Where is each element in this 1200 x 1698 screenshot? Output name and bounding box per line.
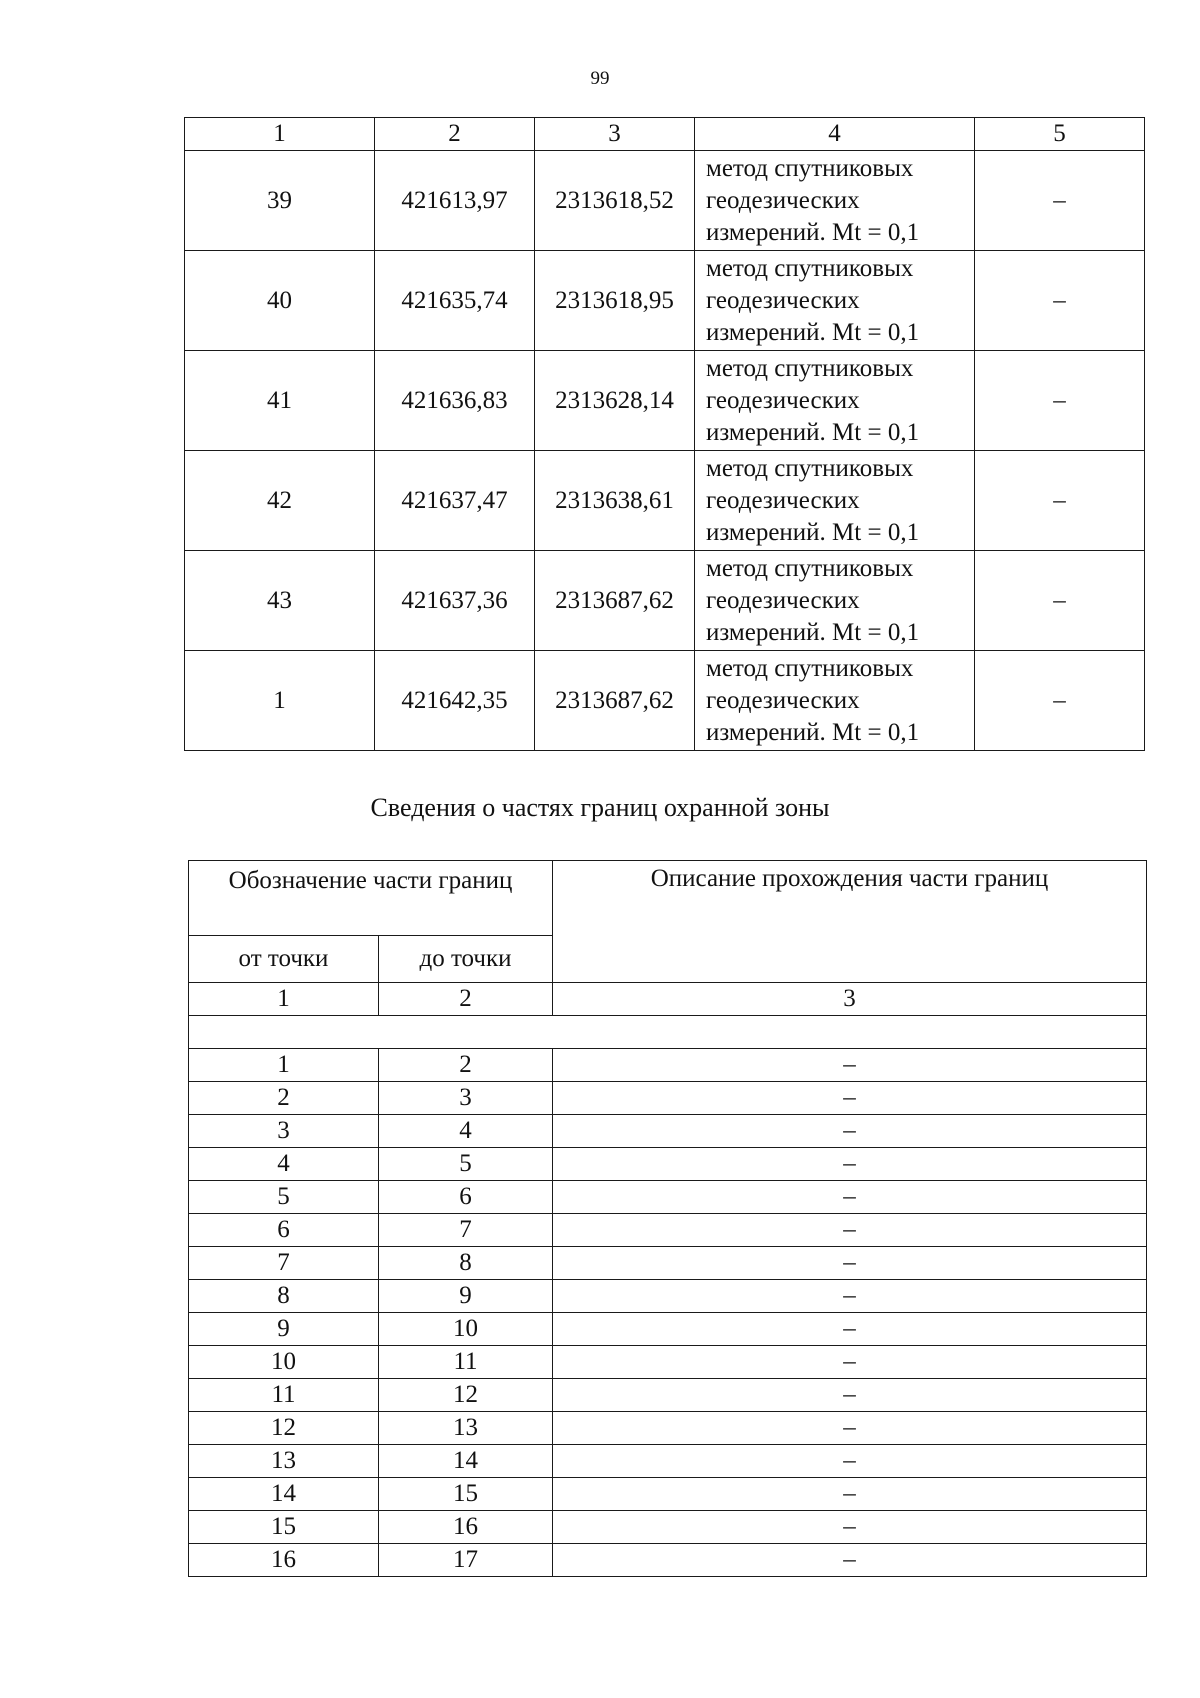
column-number: 3 [535, 118, 695, 151]
to-point-cell: 7 [379, 1214, 553, 1247]
point-number-cell: 41 [185, 351, 375, 451]
to-point-cell: 13 [379, 1412, 553, 1445]
to-point-cell: 14 [379, 1445, 553, 1478]
method-cell [695, 551, 975, 651]
to-point-cell: 2 [379, 1049, 553, 1082]
part-description-cell: – [553, 1544, 1147, 1577]
x-coordinate-cell: 421637,36 [375, 551, 535, 651]
method-line: измерений. Mt = 0,1 [706, 218, 920, 246]
description-cell: – [975, 551, 1145, 651]
table-row [189, 1379, 1147, 1412]
column-number: 5 [975, 118, 1145, 151]
table-row [189, 1247, 1147, 1280]
empty-row [189, 1016, 1147, 1049]
method-line: геодезических [706, 286, 860, 314]
part-description-cell: – [553, 1148, 1147, 1181]
from-point-cell: 2 [189, 1082, 379, 1115]
to-point-cell: 9 [379, 1280, 553, 1313]
table-row [189, 1181, 1147, 1214]
from-point-cell: 4 [189, 1148, 379, 1181]
to-point-cell: 3 [379, 1082, 553, 1115]
table-row [185, 151, 1145, 251]
description-cell: – [975, 651, 1145, 751]
from-point-cell: 9 [189, 1313, 379, 1346]
part-description-cell: – [553, 1445, 1147, 1478]
from-point-cell: 1 [189, 1049, 379, 1082]
y-coordinate-cell: 2313638,61 [535, 451, 695, 551]
table-row [189, 1544, 1147, 1577]
description-cell: – [975, 351, 1145, 451]
from-point-cell: 3 [189, 1115, 379, 1148]
x-coordinate-cell: 421637,47 [375, 451, 535, 551]
y-coordinate-cell: 2313618,95 [535, 251, 695, 351]
method-cell [695, 651, 975, 751]
part-description-cell: – [553, 1346, 1147, 1379]
part-description-cell: – [553, 1280, 1147, 1313]
page-number: 99 [590, 68, 610, 89]
from-point-cell: 11 [189, 1379, 379, 1412]
y-coordinate-cell: 2313628,14 [535, 351, 695, 451]
from-point-cell: 15 [189, 1511, 379, 1544]
from-point-cell: 16 [189, 1544, 379, 1577]
from-point-cell: 10 [189, 1346, 379, 1379]
method-line: геодезических [706, 586, 860, 614]
point-number-cell: 1 [185, 651, 375, 751]
column-number: 4 [695, 118, 975, 151]
x-coordinate-cell: 421636,83 [375, 351, 535, 451]
method-line: геодезических [706, 186, 860, 214]
designation-header: Обозначение части границ [189, 861, 553, 936]
from-point-header: от точки [189, 936, 379, 983]
header-row [189, 861, 1147, 936]
point-number-cell: 43 [185, 551, 375, 651]
table-row [189, 1313, 1147, 1346]
point-number-cell: 40 [185, 251, 375, 351]
part-description-cell: – [553, 1247, 1147, 1280]
from-point-cell: 8 [189, 1280, 379, 1313]
method-line: метод спутниковых [706, 254, 914, 282]
table-row [189, 1478, 1147, 1511]
from-point-cell: 5 [189, 1181, 379, 1214]
coordinates-table [184, 117, 1145, 751]
method-cell [695, 251, 975, 351]
description-header: Описание прохождения части границ [553, 861, 1147, 983]
empty-cell [189, 1016, 1147, 1049]
column-number: 2 [379, 983, 553, 1016]
from-point-cell: 14 [189, 1478, 379, 1511]
from-point-cell: 13 [189, 1445, 379, 1478]
part-description-cell: – [553, 1478, 1147, 1511]
x-coordinate-cell: 421642,35 [375, 651, 535, 751]
to-point-cell: 6 [379, 1181, 553, 1214]
table-row [189, 1280, 1147, 1313]
to-point-cell: 17 [379, 1544, 553, 1577]
table-row [189, 1511, 1147, 1544]
y-coordinate-cell: 2313687,62 [535, 651, 695, 751]
method-line: геодезических [706, 686, 860, 714]
table-row [189, 1115, 1147, 1148]
table-row [185, 251, 1145, 351]
column-number: 3 [553, 983, 1147, 1016]
to-point-cell: 4 [379, 1115, 553, 1148]
table-row [189, 1346, 1147, 1379]
to-point-cell: 15 [379, 1478, 553, 1511]
method-line: метод спутниковых [706, 454, 914, 482]
method-line: геодезических [706, 486, 860, 514]
method-cell [695, 151, 975, 251]
part-description-cell: – [553, 1082, 1147, 1115]
method-line: метод спутниковых [706, 654, 914, 682]
part-description-cell: – [553, 1313, 1147, 1346]
y-coordinate-cell: 2313618,52 [535, 151, 695, 251]
part-description-cell: – [553, 1049, 1147, 1082]
method-line: метод спутниковых [706, 154, 914, 182]
table-row [185, 651, 1145, 751]
method-line: измерений. Mt = 0,1 [706, 618, 920, 646]
table-row [189, 1412, 1147, 1445]
to-point-cell: 5 [379, 1148, 553, 1181]
column-number: 2 [375, 118, 535, 151]
table-row [189, 1082, 1147, 1115]
table-row [189, 1445, 1147, 1478]
column-number-row [189, 983, 1147, 1016]
from-point-cell: 7 [189, 1247, 379, 1280]
method-line: измерений. Mt = 0,1 [706, 518, 920, 546]
section-title: Сведения о частях границ охранной зоны [370, 793, 830, 822]
table-row [185, 351, 1145, 451]
method-line: метод спутниковых [706, 554, 914, 582]
from-point-cell: 12 [189, 1412, 379, 1445]
to-point-cell: 16 [379, 1511, 553, 1544]
point-number-cell: 42 [185, 451, 375, 551]
to-point-cell: 11 [379, 1346, 553, 1379]
method-cell [695, 351, 975, 451]
table-row [189, 1148, 1147, 1181]
method-line: метод спутниковых [706, 354, 914, 382]
part-description-cell: – [553, 1379, 1147, 1412]
part-description-cell: – [553, 1115, 1147, 1148]
to-point-cell: 8 [379, 1247, 553, 1280]
x-coordinate-cell: 421635,74 [375, 251, 535, 351]
method-line: геодезических [706, 386, 860, 414]
method-cell [695, 451, 975, 551]
x-coordinate-cell: 421613,97 [375, 151, 535, 251]
from-point-cell: 6 [189, 1214, 379, 1247]
table-row [189, 1214, 1147, 1247]
description-cell: – [975, 151, 1145, 251]
y-coordinate-cell: 2313687,62 [535, 551, 695, 651]
to-point-header: до точки [379, 936, 553, 983]
part-description-cell: – [553, 1511, 1147, 1544]
point-number-cell: 39 [185, 151, 375, 251]
table-row [185, 451, 1145, 551]
description-cell: – [975, 251, 1145, 351]
to-point-cell: 10 [379, 1313, 553, 1346]
table-row [189, 1049, 1147, 1082]
boundary-parts-table [188, 860, 1147, 1577]
column-number-row [185, 118, 1145, 151]
part-description-cell: – [553, 1181, 1147, 1214]
column-number: 1 [189, 983, 379, 1016]
method-line: измерений. Mt = 0,1 [706, 718, 920, 746]
part-description-cell: – [553, 1412, 1147, 1445]
to-point-cell: 12 [379, 1379, 553, 1412]
method-line: измерений. Mt = 0,1 [706, 418, 920, 446]
method-line: измерений. Mt = 0,1 [706, 318, 920, 346]
column-number: 1 [185, 118, 375, 151]
part-description-cell: – [553, 1214, 1147, 1247]
table-row [185, 551, 1145, 651]
description-cell: – [975, 451, 1145, 551]
